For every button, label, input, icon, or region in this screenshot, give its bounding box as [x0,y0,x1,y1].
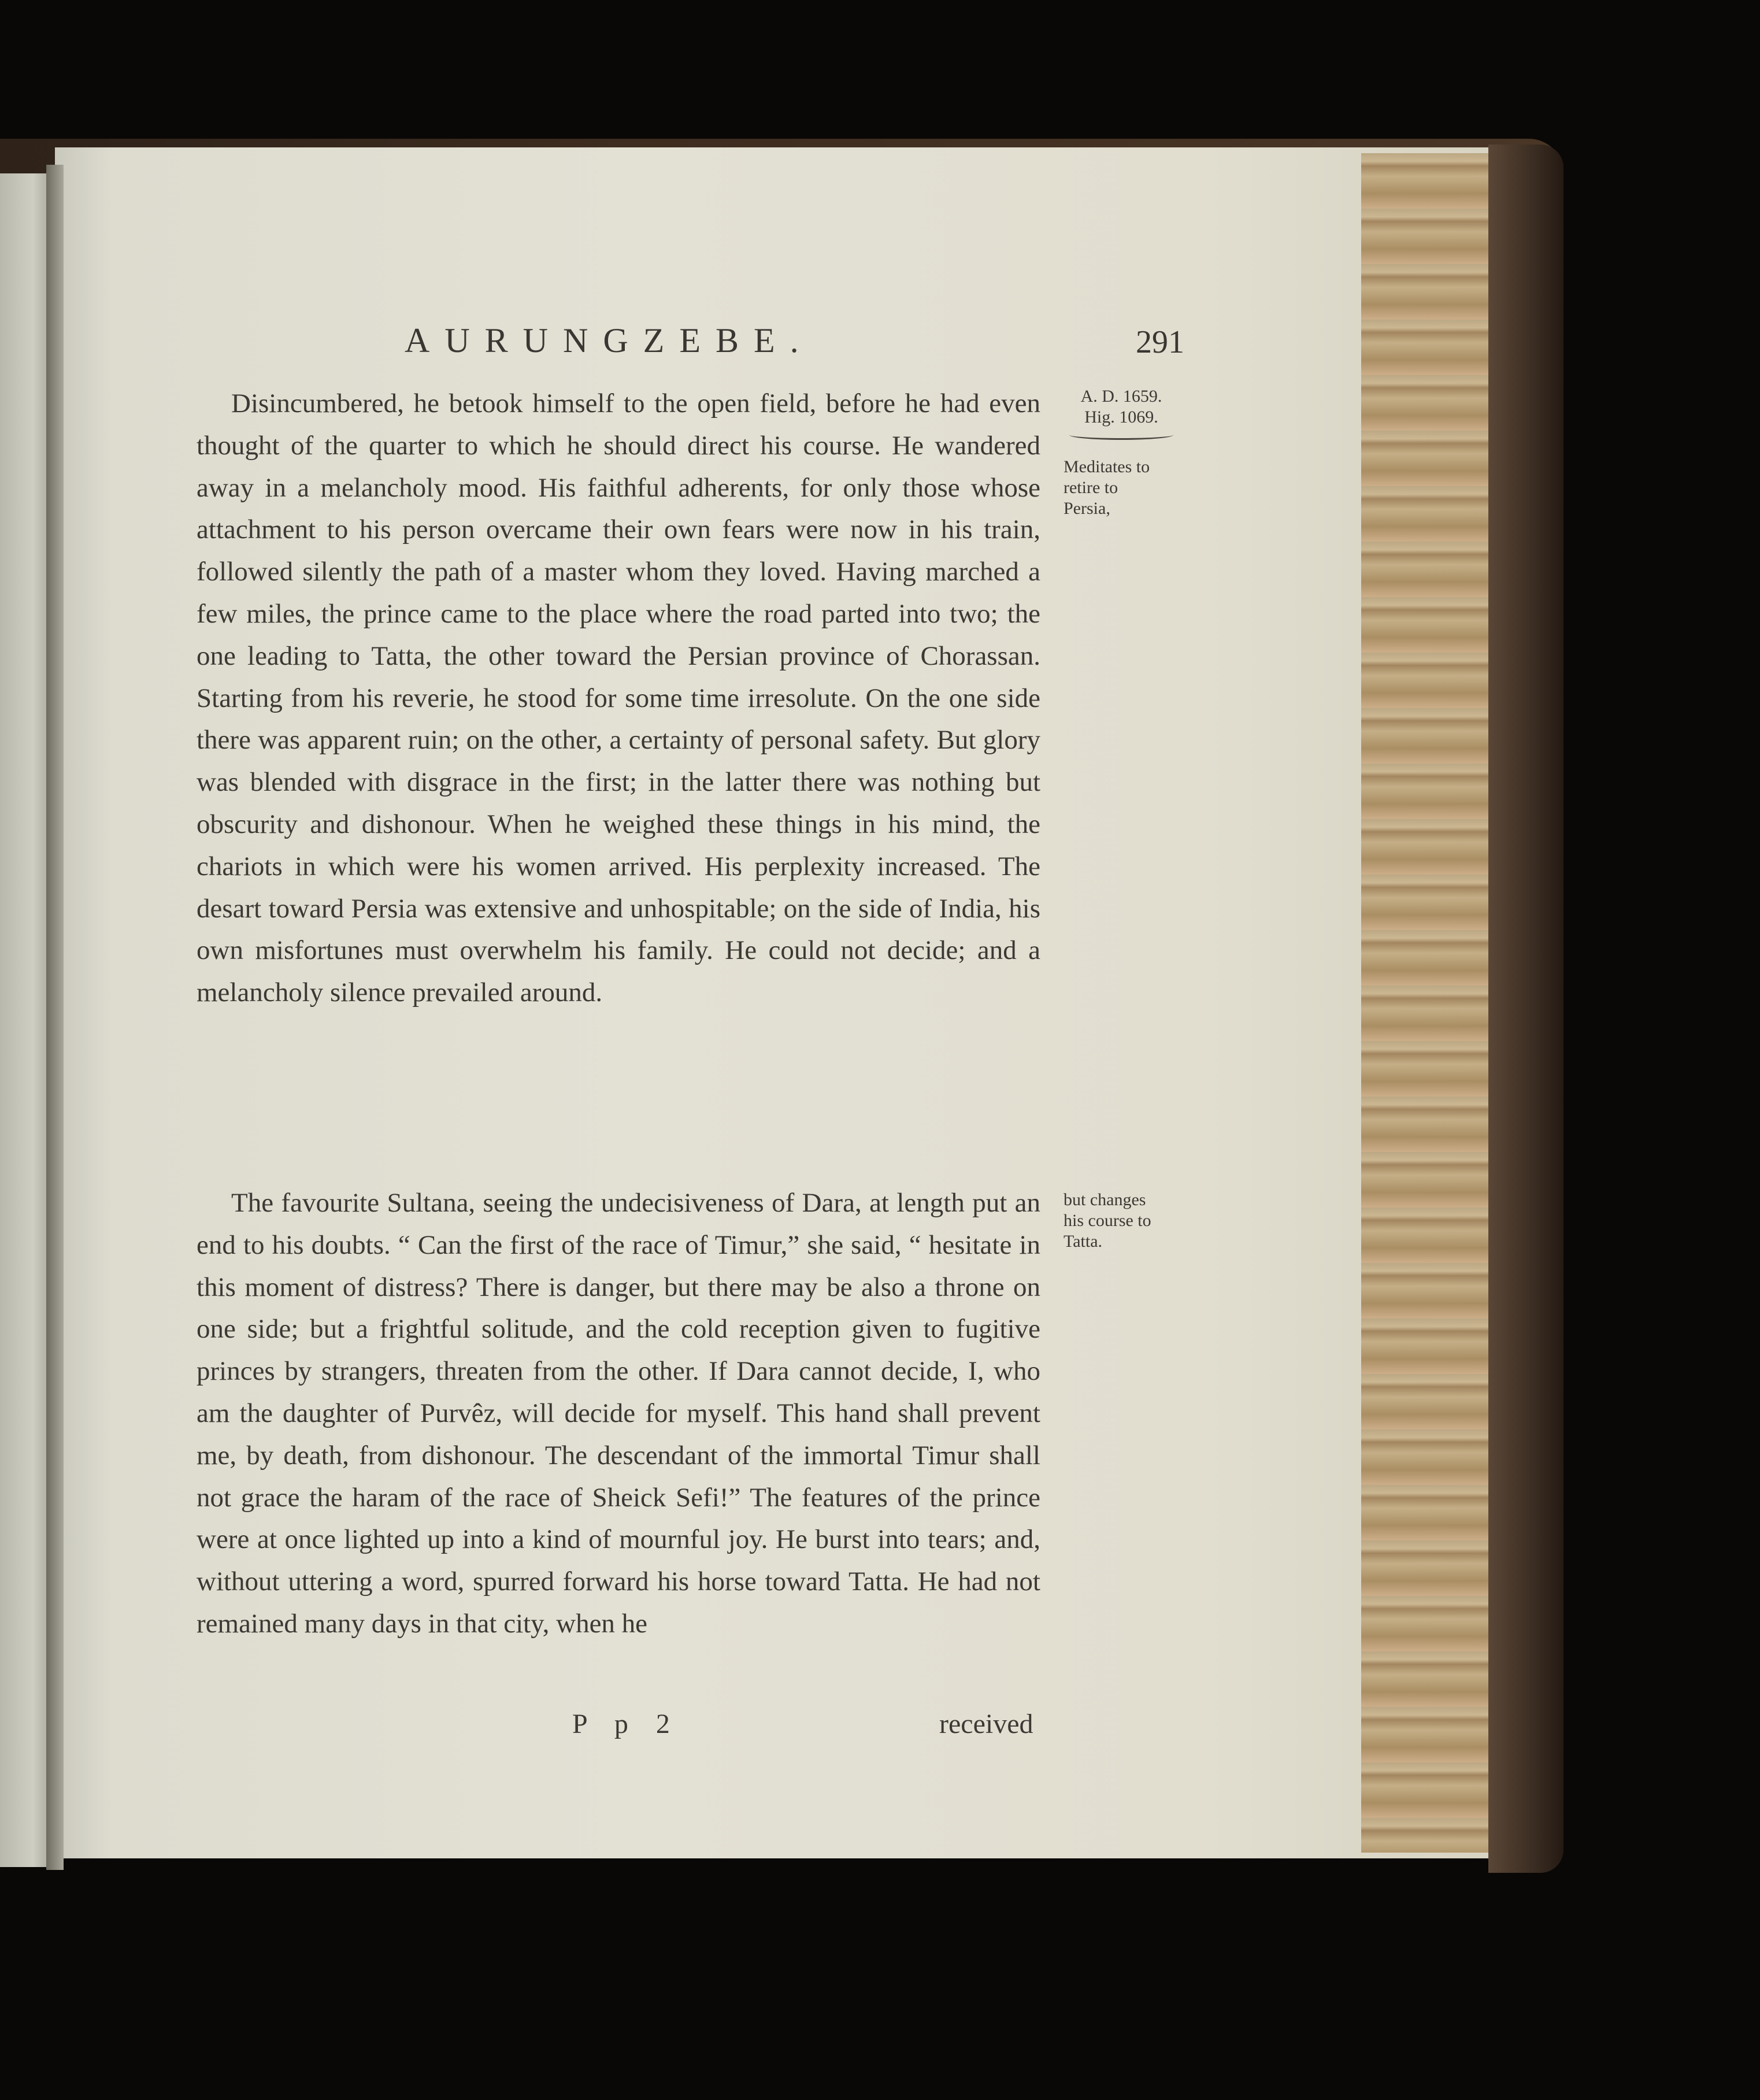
back-board [1488,145,1563,1873]
page-number: 291 [1136,324,1184,360]
page-gutter [46,165,64,1870]
margin-note-line: Meditates to [1064,457,1150,476]
margin-note-line: retire to [1064,478,1118,497]
margin-date-ad: A. D. 1659. [1080,387,1162,406]
margin-brace [1069,430,1173,440]
margin-note-meditates [1064,457,1191,519]
margin-note-changes [1064,1190,1191,1252]
paragraph-2: The favourite Sultana, seeing the undecisiveness of Dara, at length put an end to his doubts. “ Can the first of the race of Timur,” she said, “ hesitate in this moment of distress? There is danger, but there may be also a throne on one side; but a frightful solitude, and the cold reception given to fugitive princes by strangers, threaten from the other. If Dara cannot decide, I, who am the daughter of Purvêz, will decide for myself. This hand shall prevent me, by death, from dishonour. The descendant of the immortal Timur shall not grace the haram of the race of Sheick Sefi!” The features of the prince were at once lighted up into a kind of mournful joy. He burst into tears; and, without uttering a word, spurred forward his horse toward Tatta. He had not remained many days in that city, when he [197,1188,1040,1639]
running-head: AURUNGZEBE. [405,321,814,360]
page-fore-edge [1361,153,1488,1853]
margin-note-line: but changes [1064,1190,1146,1209]
margin-note-line: his course to [1064,1211,1151,1230]
margin-date-hig: Hig. 1069. [1084,408,1158,427]
margin-date-note [1064,386,1179,446]
margin-note-line: Tatta. [1064,1232,1103,1251]
margin-note-line: Persia, [1064,499,1110,518]
catchword: received [939,1709,1033,1739]
signature-mark: P p 2 [572,1709,680,1739]
paragraph-1: Disincumbered, he betook himself to the open field, before he had even thought of the quarter to which he should direct his course. He wandered away in a melancholy mood. His faithful adherents, for only those whose attachment to his person overcame their own fears were now in his train, followed silently the path of a master whom they loved. Having marched a few miles, the prince came to the place where the road parted into two; the one leading to Tatta, the other toward the Persian province of Chorassan. Starting from his reverie, he stood for some time irresolute. On the one side there was apparent ruin; on the other, a certainty of personal safety. But glory was blended with disgrace in the first; in the latter there was nothing but obscurity and dishonour. When he weighed these things in his mind, the chariots in which were his women arrived. His perplexity increased. The desart toward Persia was extensive and unhospitable; on the side of India, his own misfortunes must overwhelm his family. He could not decide; and a melancholy silence prevailed around. [197,388,1040,1008]
